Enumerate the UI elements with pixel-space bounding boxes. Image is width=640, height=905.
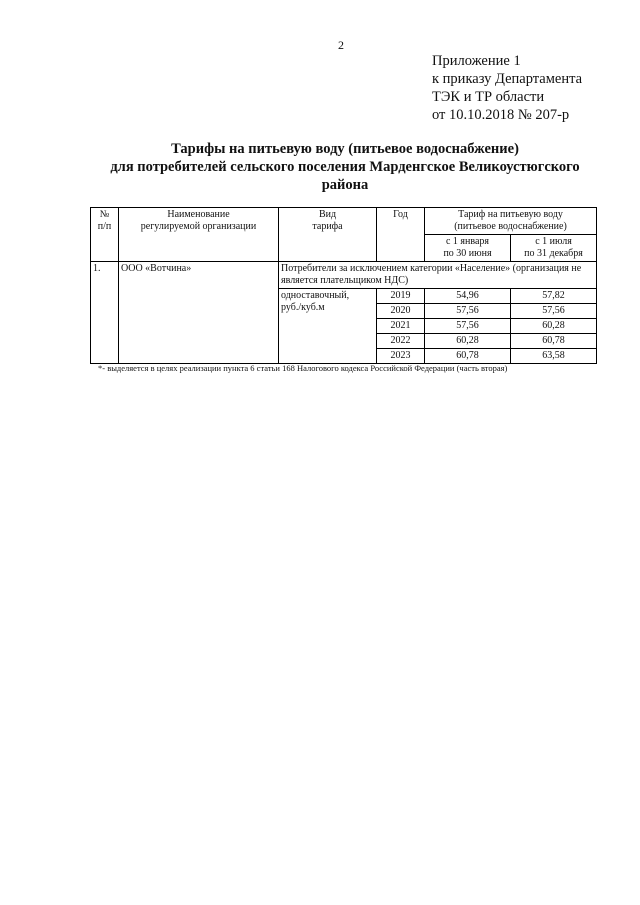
- header-tariff: Тариф на питьевую воду (питьевое водоснабжение): [425, 208, 597, 235]
- tariff-h2-cell: 63,58: [511, 349, 597, 364]
- tariff-h1-cell: 57,56: [425, 319, 511, 334]
- organization-name: ООО «Вотчина»: [119, 262, 279, 364]
- tariff-table: [90, 207, 597, 364]
- page-number: 2: [338, 38, 344, 52]
- header-organization: Наименование регулируемой организации: [119, 208, 279, 262]
- year-cell: 2021: [377, 319, 425, 334]
- header-tariff-type: Вид тарифа: [279, 208, 377, 262]
- tariff-h1-cell: 57,56: [425, 304, 511, 319]
- title-line-1: Тарифы на питьевую воду (питьевое водоснабжение): [171, 141, 519, 157]
- appendix-line-3: ТЭК и ТР области: [432, 89, 545, 105]
- year-cell: 2022: [377, 334, 425, 349]
- header-year: Год: [377, 208, 425, 262]
- title-line-2: для потребителей сельского поселения Марденгское Великоустюгского: [110, 159, 580, 175]
- year-cell: 2020: [377, 304, 425, 319]
- consumers-category: Потребители за исключением категории «Население» (организация не является плательщиком НДС): [279, 262, 597, 289]
- tariff-h2-cell: 60,28: [511, 319, 597, 334]
- tariff-type: одноставочный, руб./куб.м: [279, 289, 377, 364]
- year-cell: 2023: [377, 349, 425, 364]
- year-cell: 2019: [377, 289, 425, 304]
- header-period-1: с 1 января по 30 июня: [425, 235, 511, 262]
- table-header-row: [91, 208, 597, 235]
- title-line-3: района: [321, 177, 369, 193]
- footnote: *- выделяется в целях реализации пункта 6 статьи 168 Налогового кодекса Российской Федерации (часть вторая): [98, 363, 508, 373]
- tariff-h2-cell: 60,78: [511, 334, 597, 349]
- document-title: [80, 140, 610, 194]
- appendix-line-2: к приказу Департамента: [432, 71, 583, 87]
- row-number: 1.: [91, 262, 119, 364]
- appendix-block: [432, 52, 582, 124]
- header-period-2: с 1 июля по 31 декабря: [511, 235, 597, 262]
- tariff-h1-cell: 60,78: [425, 349, 511, 364]
- tariff-h1-cell: 54,96: [425, 289, 511, 304]
- appendix-line-1: Приложение 1: [432, 53, 521, 69]
- tariff-h2-cell: 57,56: [511, 304, 597, 319]
- tariff-h1-cell: 60,28: [425, 334, 511, 349]
- table-row: [91, 262, 597, 289]
- appendix-line-4: от 10.10.2018 № 207-р: [432, 107, 570, 123]
- header-number: № п/п: [91, 208, 119, 262]
- tariff-h2-cell: 57,82: [511, 289, 597, 304]
